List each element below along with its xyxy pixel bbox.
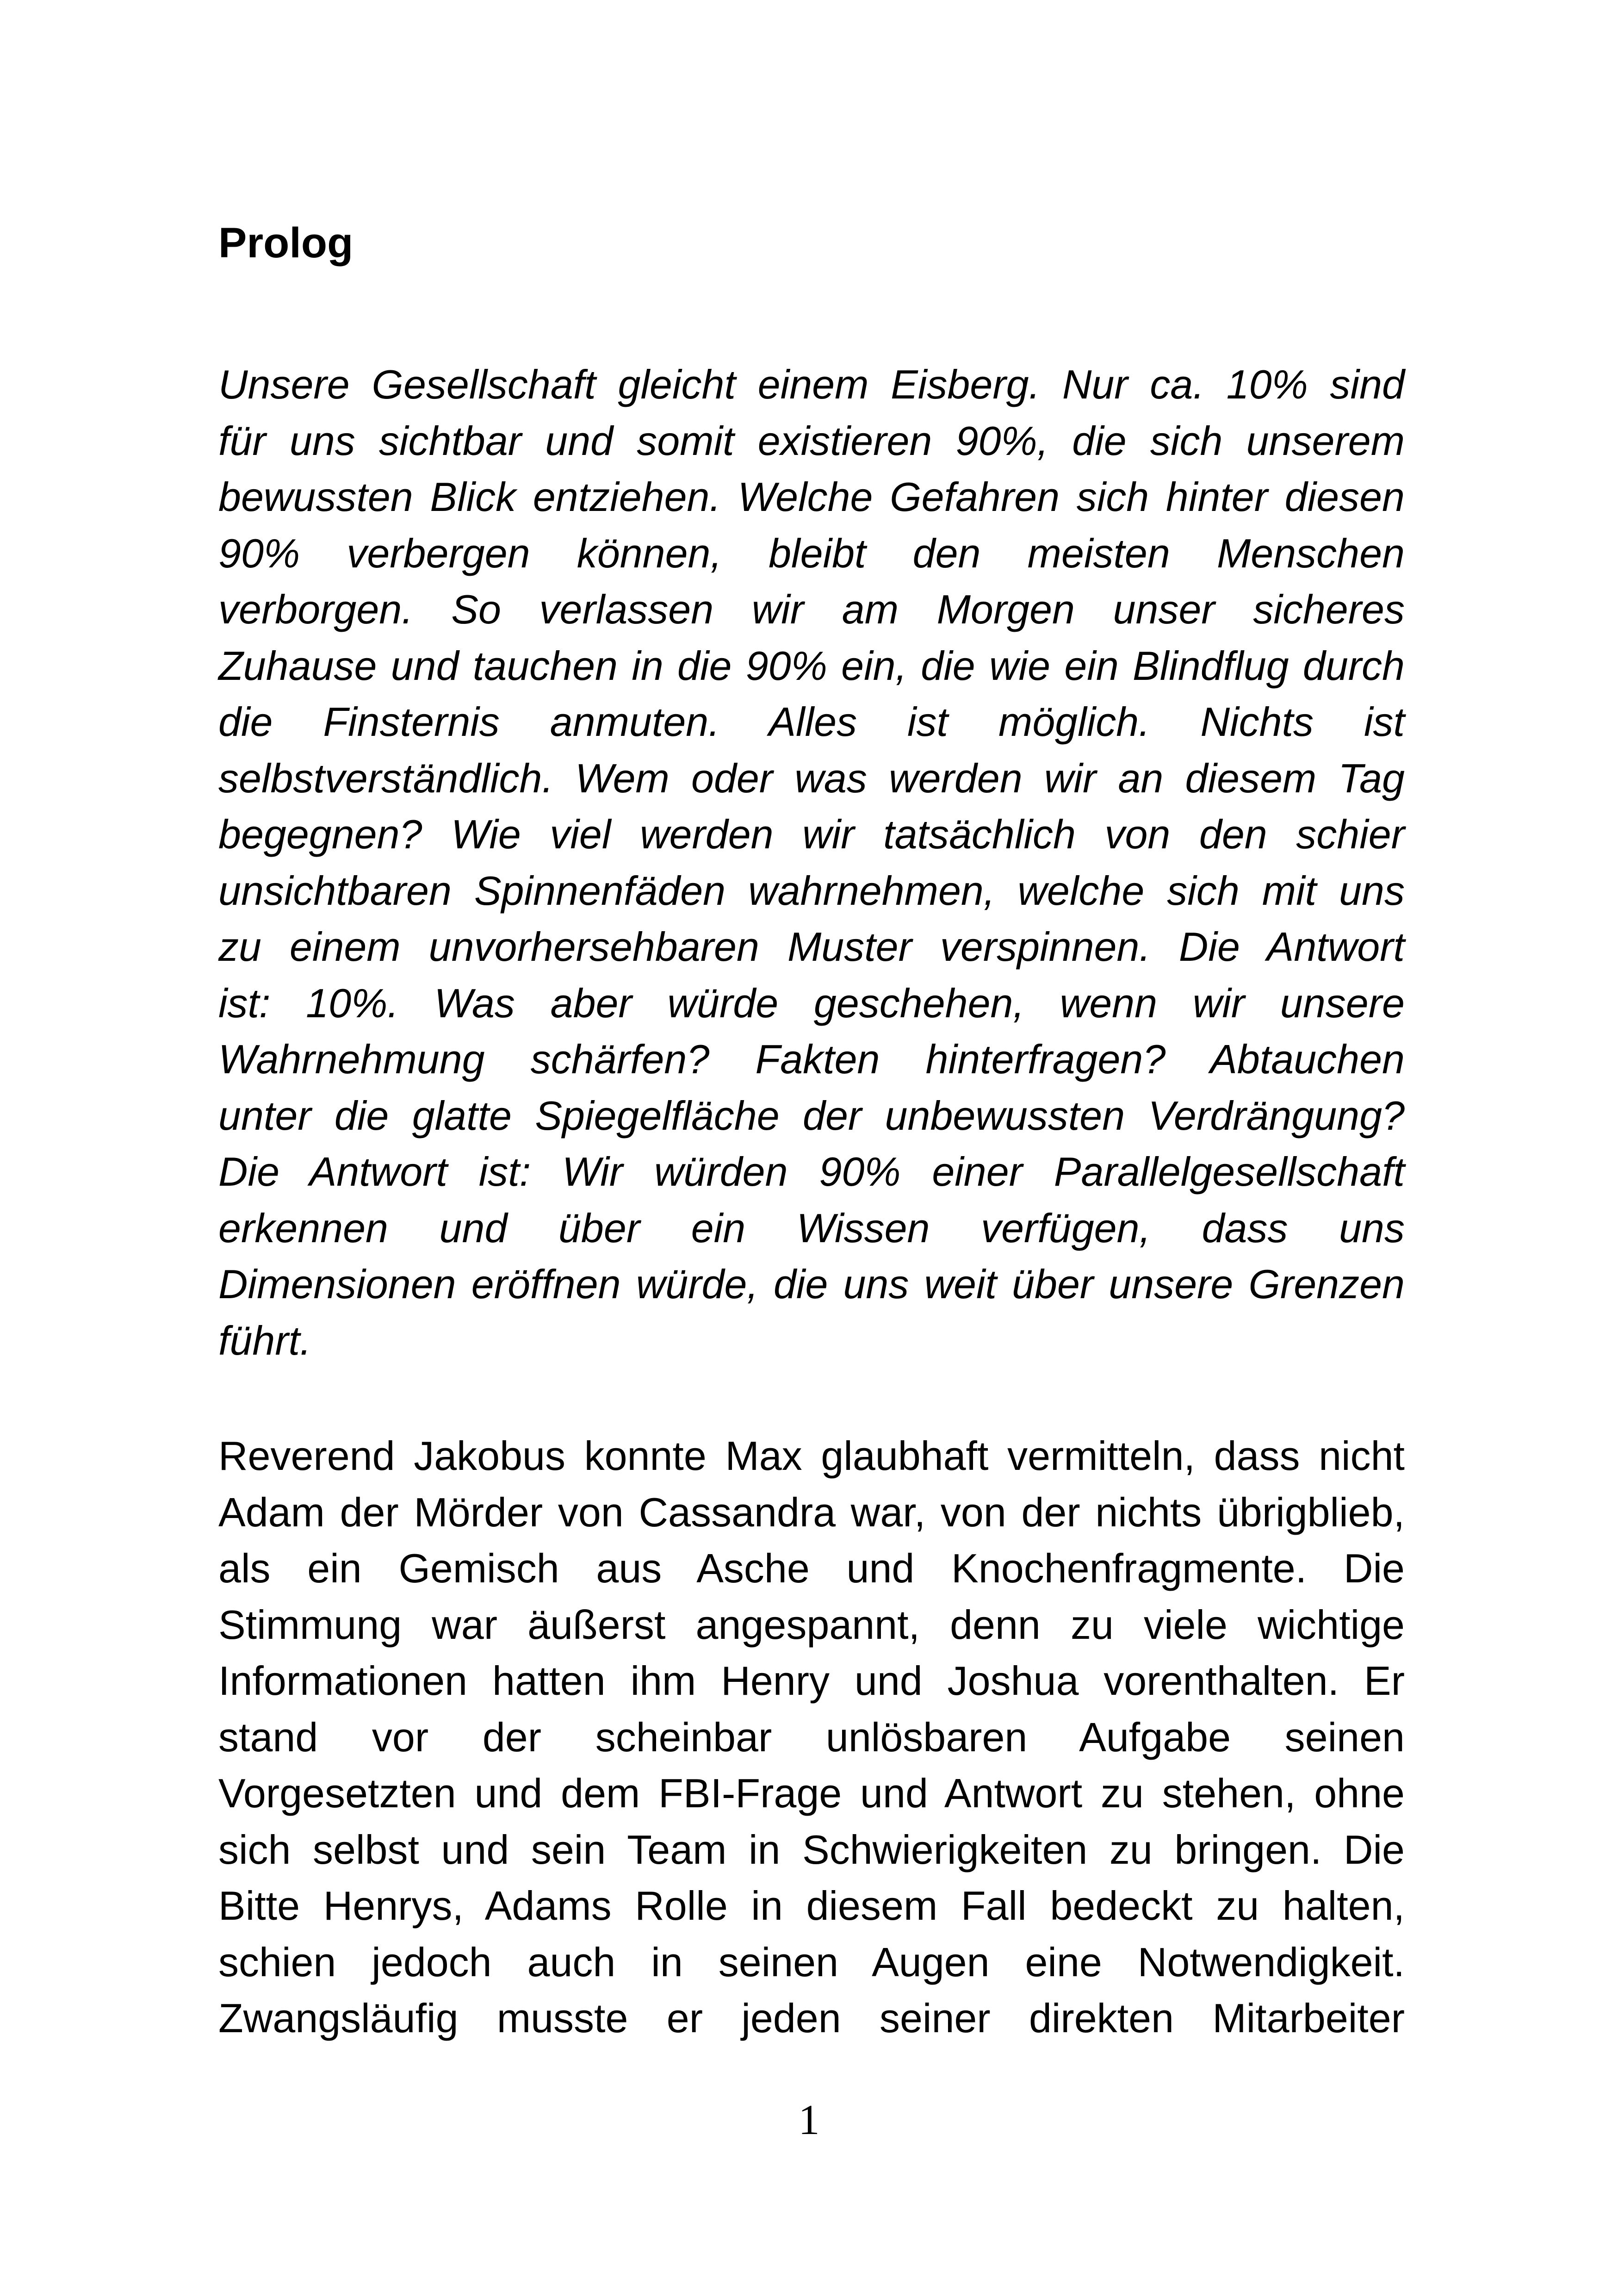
text-line: Die Antwort ist: Wir würden 90% einer Parallelgesellschaft (218, 1149, 1405, 1195)
text-line: Bitte Henrys, Adams Rolle in diesem Fall bedeckt zu halten, (218, 1883, 1405, 1929)
text-line: stand vor der scheinbar unlösbaren Aufgabe seinen (218, 1714, 1405, 1760)
text-line: Unsere Gesellschaft gleicht einem Eisberg. Nur ca. 10% sind (218, 361, 1405, 407)
text-line: schien jedoch auch in seinen Augen eine Notwendigkeit. (218, 1939, 1405, 1985)
text-line: begegnen? Wie viel werden wir tatsächlich von den schier (218, 811, 1405, 857)
text-line: als ein Gemisch aus Asche und Knochenfragmente. Die (218, 1545, 1405, 1591)
text-line: zu einem unvorhersehbaren Muster verspinnen. Die Antwort (218, 924, 1405, 970)
page-number: 1 (798, 2096, 820, 2143)
text-line: die Finsternis anmuten. Alles ist möglich. Nichts ist (218, 699, 1405, 745)
text-line: ist: 10%. Was aber würde geschehen, wenn wir unsere (218, 980, 1405, 1026)
intro-paragraph (218, 356, 1405, 1369)
text-line: verborgen. So verlassen wir am Morgen unser sicheres (218, 586, 1405, 632)
text-line: Reverend Jakobus konnte Max glaubhaft vermitteln, dass nicht (218, 1433, 1405, 1479)
text-line: Stimmung war äußerst angespannt, denn zu viele wichtige (218, 1601, 1405, 1648)
text-line: unsichtbaren Spinnenfäden wahrnehmen, welche sich mit uns (218, 867, 1405, 914)
text-line: selbstverständlich. Wem oder was werden wir an diesem Tag (218, 755, 1405, 801)
story-paragraph (218, 1428, 1405, 2047)
text-line: Zuhause und tauchen in die 90% ein, die wie ein Blindflug durch (218, 642, 1405, 689)
text-line: für uns sichtbar und somit existieren 90%, die sich unserem (218, 417, 1405, 464)
text-line: bewussten Blick entziehen. Welche Gefahren sich hinter diesen (218, 474, 1405, 520)
chapter-heading: Prolog (218, 219, 353, 267)
text-line: 90% verbergen können, bleibt den meisten Menschen (218, 530, 1405, 576)
text-line: Adam der Mörder von Cassandra war, von der nichts übrigblieb, (218, 1489, 1405, 1535)
text-line: unter die glatte Spiegelfläche der unbewussten Verdrängung? (218, 1092, 1405, 1139)
text-line: Informationen hatten ihm Henry und Joshua vorenthalten. Er (218, 1658, 1405, 1704)
text-line: Dimensionen eröffnen würde, die uns weit über unsere Grenzen (218, 1261, 1405, 1307)
text-line: Vorgesetzten und dem FBI-Frage und Antwort zu stehen, ohne (218, 1770, 1405, 1816)
text-line: führt. (218, 1317, 311, 1363)
text-line: Zwangsläufig musste er jeden seiner direkten Mitarbeiter (218, 1995, 1405, 2041)
text-line: erkennen und über ein Wissen verfügen, dass uns (218, 1205, 1405, 1251)
text-line: Wahrnehmung schärfen? Fakten hinterfragen? Abtauchen (218, 1036, 1405, 1082)
text-line: sich selbst und sein Team in Schwierigkeiten zu bringen. Die (218, 1826, 1405, 1873)
